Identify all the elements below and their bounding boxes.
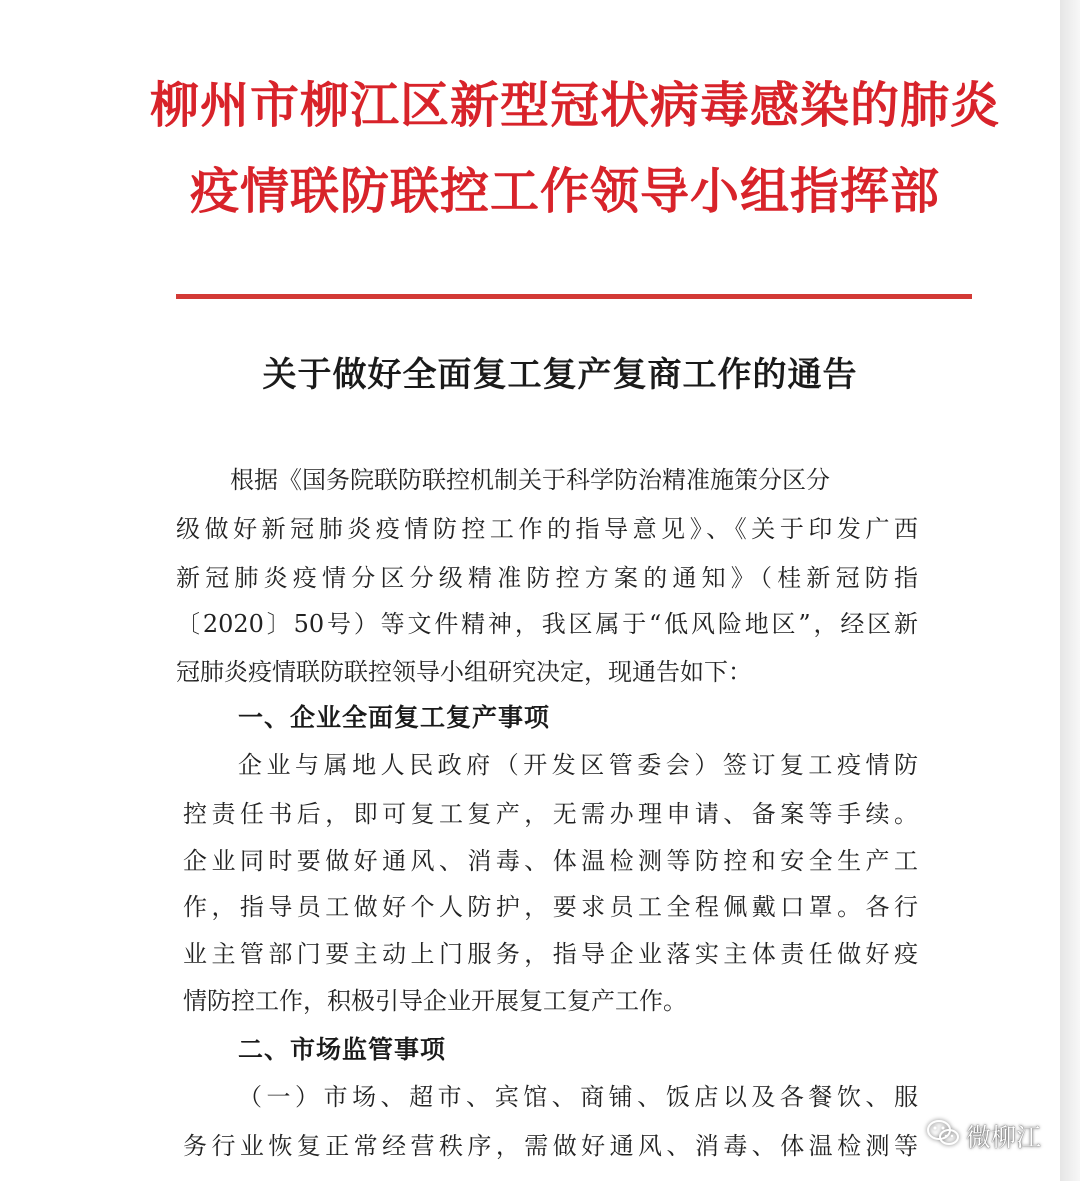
letterhead-line-2: 疫情联防联控工作领导小组指挥部	[189, 162, 940, 220]
source-watermark	[926, 1116, 1041, 1156]
intro-line-3: 新冠肺炎疫情分区分级精准防控方案的通知》（桂新冠防指	[176, 564, 918, 592]
section-1-line-6: 情防控工作，积极引导企业开展复工复产工作。	[183, 987, 687, 1015]
letterhead-line-1: 柳州市柳江区新型冠状病毒感染的肺炎	[150, 76, 1001, 134]
section-2-line-2: 务行业恢复正常经营秩序，需做好通风、消毒、体温检测等	[183, 1132, 918, 1160]
section-1-line-4: 作，指导员工做好个人防护，要求员工全程佩戴口罩。各行	[183, 893, 918, 921]
section-1-line-2: 控责任书后，即可复工复产，无需办理申请、备案等手续。	[183, 800, 918, 828]
red-divider-rule	[176, 294, 972, 299]
intro-line-4: 〔2020〕50号）等文件精神，我区属于“低风险地区”，经区新	[176, 610, 918, 638]
document-title: 关于做好全面复工复产复商工作的通告	[262, 355, 858, 395]
intro-line-2: 级做好新冠肺炎疫情防控工作的指导意见》、《关于印发广西	[176, 515, 918, 543]
section-1-heading: 一、企业全面复工复产事项	[238, 703, 551, 732]
watermark-text: 微柳江	[966, 1123, 1042, 1152]
section-1-line-3: 企业同时要做好通风、消毒、体温检测等防控和安全生产工	[183, 847, 918, 875]
intro-line-1: 根据《国务院联防联控机制关于科学防治精准施策分区分	[230, 466, 830, 494]
intro-line-5: 冠肺炎疫情联防联控领导小组研究决定，现通告如下：	[176, 658, 752, 686]
section-2-heading: 二、市场监管事项	[238, 1035, 447, 1064]
page-edge-shadow	[1060, 0, 1080, 1181]
section-2-line-1: （一）市场、超市、宾馆、商铺、饭店以及各餐饮、服	[238, 1083, 918, 1111]
section-1-line-1: 企业与属地人民政府（开发区管委会）签订复工疫情防	[238, 751, 918, 779]
wechat-icon	[926, 1119, 960, 1153]
section-1-line-5: 业主管部门要主动上门服务，指导企业落实主体责任做好疫	[183, 940, 918, 968]
